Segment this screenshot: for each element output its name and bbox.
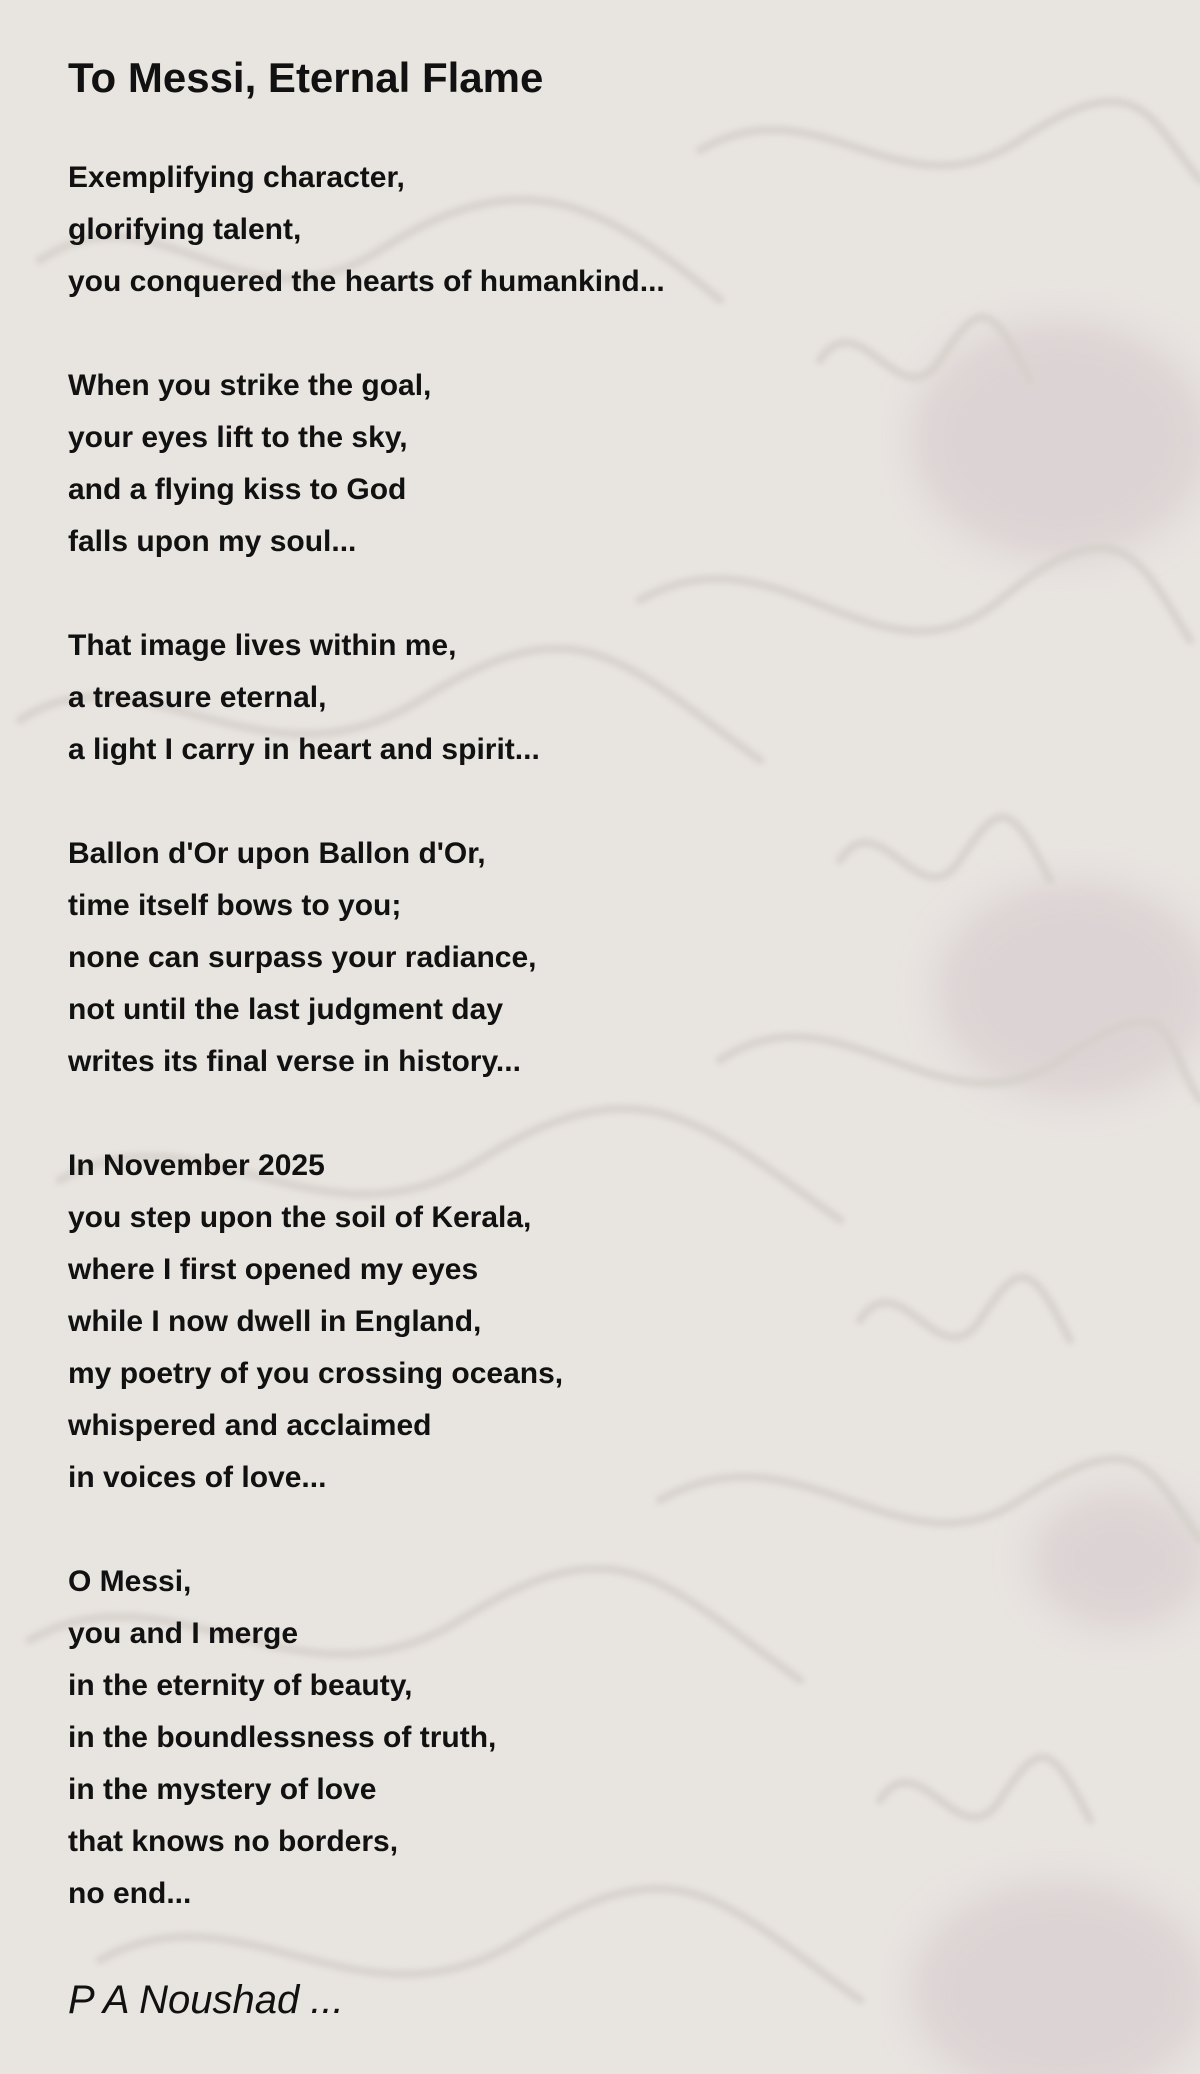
poem-line: In November 2025 — [68, 1149, 325, 1182]
poem-line: That image lives within me, — [68, 629, 457, 662]
stanza-3 — [68, 620, 1068, 776]
poem-line: a light I carry in heart and spirit... — [68, 733, 540, 766]
poem-line: time itself bows to you; — [68, 889, 402, 922]
poem-line: you step upon the soil of Kerala, — [68, 1201, 532, 1234]
poem-line: Exemplifying character, — [68, 161, 405, 194]
poem-line: in the boundlessness of truth, — [68, 1721, 497, 1754]
poem-line: while I now dwell in England, — [68, 1305, 482, 1338]
poem-title: To Messi, Eternal Flame — [68, 54, 544, 101]
poem-line: glorifying talent, — [68, 213, 302, 246]
poem-line: no end... — [68, 1877, 192, 1910]
poem-line: Ballon d'Or upon Ballon d'Or, — [68, 837, 486, 870]
poem-author: P A Noushad ... — [68, 1978, 344, 2022]
stanza-2 — [68, 360, 1068, 568]
poem-line: falls upon my soul... — [68, 525, 357, 558]
poem-line: a treasure eternal, — [68, 681, 327, 714]
stanza-4 — [68, 828, 1068, 1088]
poem-line: you conquered the hearts of humankind... — [68, 265, 665, 298]
poem-line: When you strike the goal, — [68, 369, 432, 402]
poem-line: whispered and acclaimed — [68, 1409, 432, 1442]
stanza-1 — [68, 152, 1068, 308]
poem-line: that knows no borders, — [68, 1825, 399, 1858]
poem-container — [68, 50, 1068, 2028]
poem-line: none can surpass your radiance, — [68, 941, 537, 974]
poem-line: in the mystery of love — [68, 1773, 377, 1806]
poem-line: in the eternity of beauty, — [68, 1669, 413, 1702]
poem-line: and a flying kiss to God — [68, 473, 407, 506]
poem-line: you and I merge — [68, 1617, 299, 1650]
poem-line: not until the last judgment day — [68, 993, 503, 1026]
poem-line: my poetry of you crossing oceans, — [68, 1357, 564, 1390]
poem-line: in voices of love... — [68, 1461, 327, 1494]
poem-line: O Messi, — [68, 1565, 192, 1598]
stanza-5 — [68, 1140, 1068, 1504]
stanza-6 — [68, 1556, 1068, 1920]
poem-line: your eyes lift to the sky, — [68, 421, 408, 454]
poem-line: where I first opened my eyes — [68, 1253, 479, 1286]
poem-line: writes its final verse in history... — [68, 1045, 521, 1078]
